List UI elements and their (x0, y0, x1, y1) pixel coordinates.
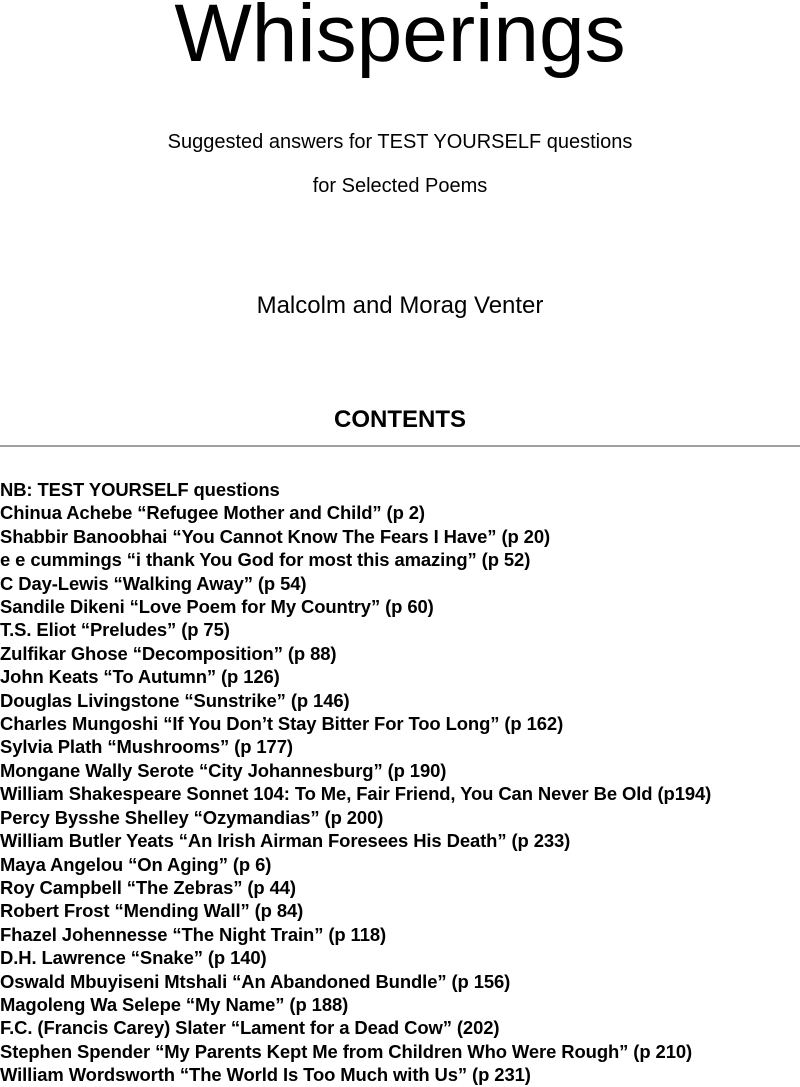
contents-item: Robert Frost “Mending Wall” (p 84) (0, 900, 304, 922)
contents-item: William Shakespeare Sonnet 104: To Me, Fair Friend, You Can Never Be Old (p194) (0, 783, 712, 805)
contents-item: John Keats “To Autumn” (p 126) (0, 666, 280, 688)
contents-item: D.H. Lawrence “Snake” (p 140) (0, 947, 267, 969)
contents-item: William Wordsworth “The World Is Too Much with Us” (p 231) (0, 1064, 531, 1086)
contents-heading: CONTENTS (334, 406, 466, 433)
contents-item: Zulfikar Ghose “Decomposition” (p 88) (0, 642, 337, 664)
contents-item: Chinua Achebe “Refugee Mother and Child” (p 2) (0, 502, 425, 524)
horizontal-rule (0, 445, 800, 447)
contents-item: William Butler Yeats “An Irish Airman Foresees His Death” (p 233) (0, 830, 571, 852)
contents-item: Fhazel Johennesse “The Night Train” (p 118) (0, 923, 387, 945)
contents-item: Magoleng Wa Selepe “My Name” (p 188) (0, 993, 349, 1015)
contents-item: Sylvia Plath “Mushrooms” (p 177) (0, 736, 293, 758)
contents-item: Oswald Mbuyiseni Mtshali “An Abandoned Bundle” (p 156) (0, 970, 511, 992)
subtitle-line-2: for Selected Poems (312, 175, 488, 197)
contents-item: Percy Bysshe Shelley “Ozymandias” (p 200) (0, 806, 384, 828)
contents-item: Roy Campbell “The Zebras” (p 44) (0, 876, 296, 898)
contents-item: Stephen Spender “My Parents Kept Me from Children Who Were Rough” (p 210) (0, 1040, 693, 1062)
contents-item: Shabbir Banoobhai “You Cannot Know The Fears I Have” (p 20) (0, 525, 551, 547)
contents-item: Sandile Dikeni “Love Poem for My Country” (p 60) (0, 596, 434, 618)
subtitle-line-1: Suggested answers for TEST YOURSELF questions (167, 131, 633, 153)
contents-item: T.S. Eliot “Preludes” (p 75) (0, 619, 230, 641)
authors: Malcolm and Morag Venter (256, 292, 544, 319)
contents-item: C Day-Lewis “Walking Away” (p 54) (0, 572, 307, 594)
contents-item: e e cummings “i thank You God for most this amazing” (p 52) (0, 549, 531, 571)
document-title: Whisperings (174, 0, 626, 79)
contents-item: Mongane Wally Serote “City Johannesburg” (p 190) (0, 759, 447, 781)
contents-item: Maya Angelou “On Aging” (p 6) (0, 853, 272, 875)
contents-list (0, 478, 800, 1087)
contents-item: Douglas Livingstone “Sunstrike” (p 146) (0, 689, 350, 711)
contents-item: Charles Mungoshi “If You Don’t Stay Bitter For Too Long” (p 162) (0, 713, 564, 735)
contents-item: NB: TEST YOURSELF questions (0, 479, 280, 500)
contents-item: F.C. (Francis Carey) Slater “Lament for a Dead Cow” (202) (0, 1017, 500, 1039)
